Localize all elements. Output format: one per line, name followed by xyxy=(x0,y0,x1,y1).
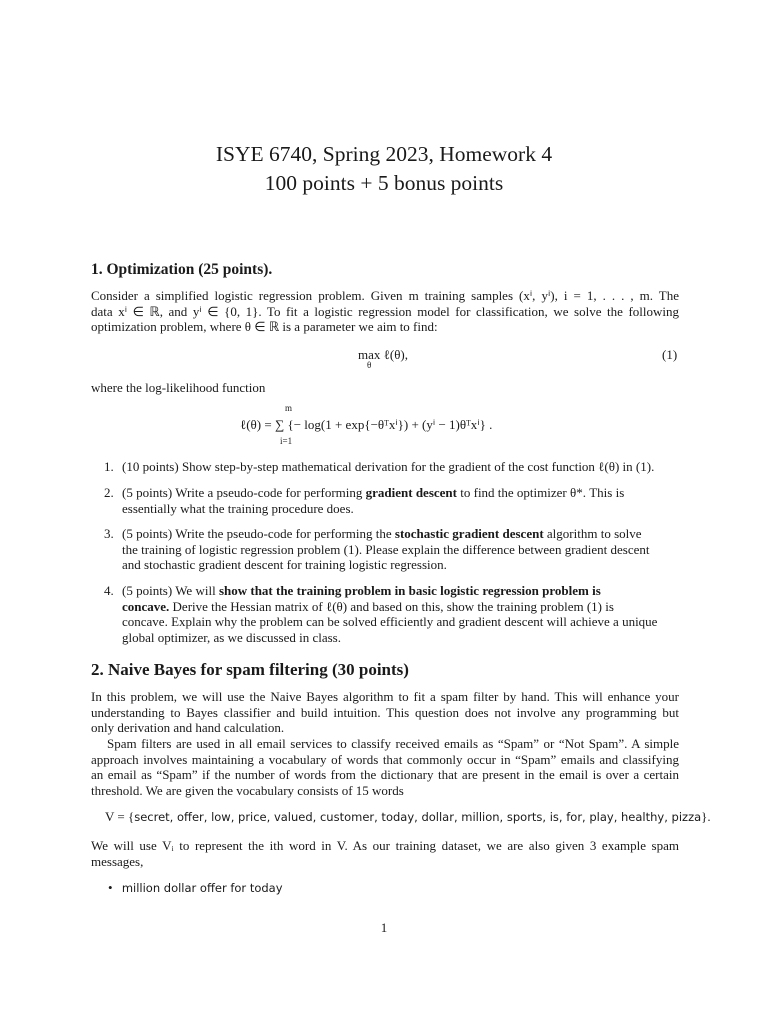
list-item-text: Derive the Hessian matrix of ℓ(θ) and based on this, show the training problem (1) is xyxy=(169,598,614,614)
list-item-number: 1. xyxy=(104,459,114,474)
para-line: an email as “Spam” if the number of words from the dictionary that are present in the email is over a certain xyxy=(91,767,679,782)
section-2-para-1 xyxy=(91,689,679,736)
equation-1-number: (1) xyxy=(662,347,678,362)
list-item-text: algorithm to solve xyxy=(543,526,642,541)
document-title: ISYE 6740, Spring 2023, Homework 4 xyxy=(215,142,553,166)
list-item-text: (5 points) We will xyxy=(122,583,219,598)
list-item-bold: show that the training problem in basic logistic regression problem is xyxy=(218,583,601,598)
section-2-para-3 xyxy=(91,838,679,869)
bullet-item xyxy=(108,880,283,896)
intro-line: Consider a simplified logistic regression problem. Given m training samples (xⁱ, yⁱ), i = 1, . . . , m. The xyxy=(91,288,679,303)
list-item-bold: concave. xyxy=(122,598,170,614)
list-item-number: 4. xyxy=(104,583,114,598)
equation-2-lower-limit: i=1 xyxy=(280,436,293,446)
list-item-text: global optimizer, as we discussed in class. xyxy=(122,629,341,645)
list-item-body xyxy=(122,583,682,645)
para-line: threshold. We are given the vocabulary consists of 15 words xyxy=(91,782,404,798)
list-item-text: and stochastic gradient descent for training logistic regression. xyxy=(122,557,447,572)
list-item-number: 2. xyxy=(104,485,114,500)
list-item xyxy=(104,526,680,574)
section-2-para-2 xyxy=(91,736,679,798)
intro-line: optimization problem, where θ ∈ ℝ is a parameter we aim to find: xyxy=(91,319,438,334)
list-item-number: 3. xyxy=(104,526,114,541)
section-2-heading: 2. Naive Bayes for spam filtering (30 points) xyxy=(91,660,409,679)
list-item xyxy=(104,583,680,647)
document-subtitle: 100 points + 5 bonus points xyxy=(264,171,504,195)
list-item-bold: stochastic gradient descent xyxy=(394,526,544,541)
list-item-text: the training of logistic regression problem (1). Please explain the difference between gradient descent xyxy=(122,541,650,557)
list-item-bold: gradient descent xyxy=(365,485,457,500)
para-line: understanding to Bayes classifier and build intuition. This question does not involve any programming but xyxy=(91,704,679,720)
list-item-text: essentially what the training procedure does. xyxy=(122,500,354,516)
section-1-heading: 1. Optimization (25 points). xyxy=(91,261,273,278)
list-item-body xyxy=(122,526,682,573)
para-line: only derivation and hand calculation. xyxy=(91,720,285,735)
page-number: 1 xyxy=(380,920,388,935)
vocabulary-prefix: V = { xyxy=(105,809,135,824)
para-line: In this problem, we will use the Naive Bayes algorithm to fit a spam filter by hand. This will enhance your xyxy=(91,689,679,704)
bullet-text: million dollar offer for today xyxy=(121,881,283,895)
vocabulary-words: secret, offer, low, price, valued, customer, today, dollar, million, sports, is, for, play, healthy, pizza xyxy=(134,810,702,824)
equation-2: ℓ(θ) = ∑ {− log(1 + exp{−θᵀxⁱ}) + (yⁱ − 1)θᵀxⁱ} . xyxy=(240,417,493,432)
vocabulary-suffix: }. xyxy=(701,809,711,824)
list-item-text: (10 points) Show step-by-step mathematical derivation for the gradient of the cost function ℓ(θ) in (1). xyxy=(122,459,655,474)
equation-1-subscript: θ xyxy=(367,360,372,370)
para-line: Spam filters are used in all email services to classify received emails as “Spam” or “Not Spam”. A simple xyxy=(107,736,679,751)
equation-2-upper-limit: m xyxy=(285,403,293,413)
equation-1: max ℓ(θ), xyxy=(358,347,408,362)
list-item-body xyxy=(122,485,682,516)
para-line: We will use Vᵢ to represent the ith word in V. As our training dataset, we are also given 3 example spam xyxy=(91,838,679,853)
vocabulary-set xyxy=(105,809,711,825)
para-line: messages, xyxy=(91,853,144,869)
para-line: approach involves maintaining a vocabulary of words that commonly occur in “Spam” emails and classifying xyxy=(91,751,679,767)
section-1-intro xyxy=(91,288,679,335)
list-item xyxy=(104,459,680,475)
bullet-icon: • xyxy=(108,880,113,895)
where-line: where the log-likelihood function xyxy=(91,380,266,395)
intro-line: data xⁱ ∈ ℝ, and yⁱ ∈ {0, 1}. To fit a logistic regression model for classification, we solve the following xyxy=(91,303,679,319)
list-item xyxy=(104,485,680,517)
list-item-text: to find the optimizer θ*. This is xyxy=(457,485,625,500)
list-item-text: concave. Explain why the problem can be solved efficiently and gradient descent will achieve a unique xyxy=(122,614,658,629)
where-text xyxy=(91,380,679,396)
list-item-text: (5 points) Write a pseudo-code for performing xyxy=(122,485,366,500)
list-item-text: (5 points) Write the pseudo-code for performing the xyxy=(122,526,395,541)
